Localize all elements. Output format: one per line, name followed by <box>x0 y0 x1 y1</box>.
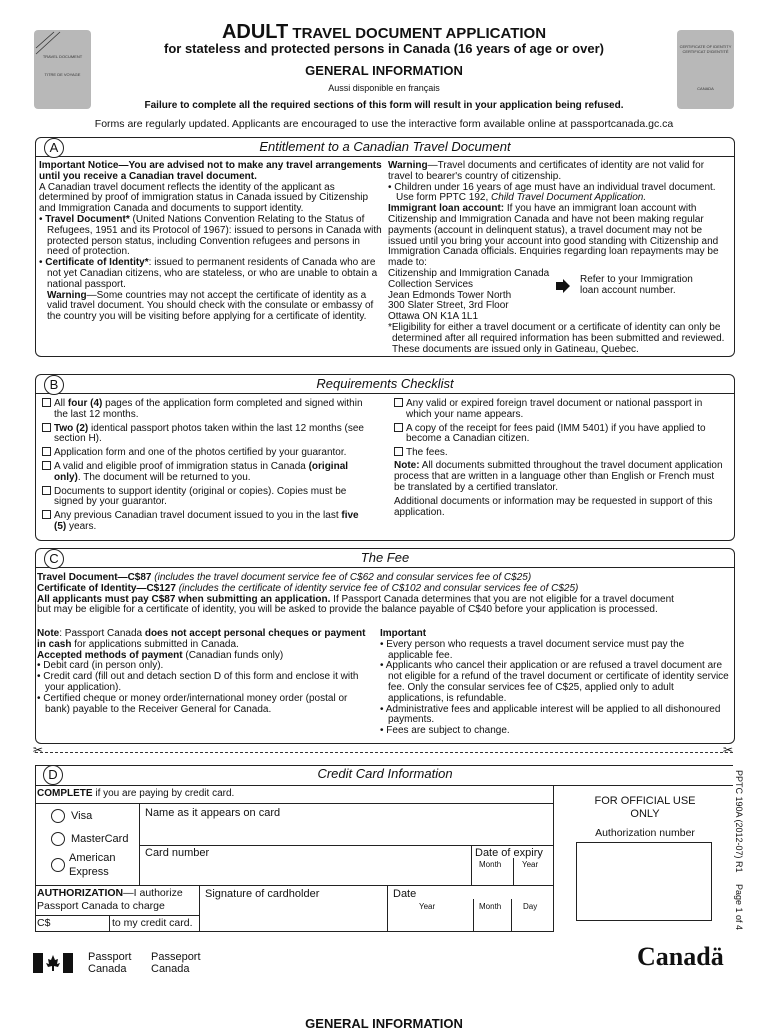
section-d <box>33 765 733 932</box>
checklist-item[interactable] <box>42 486 372 509</box>
address-line: Citizenship and Immigration Canada <box>388 267 550 279</box>
expiry-label: Date of expiry <box>475 847 543 859</box>
translation-note <box>394 461 728 493</box>
payment-method: • Certified cheque or money order/international money order (postal or bank) payable to the Receiver General for Canada. <box>37 692 348 715</box>
checklist-item[interactable] <box>42 423 372 446</box>
authorization-number-label: Authorization number <box>595 827 695 839</box>
fee-detail: If Passport Canada determines that you are not eligible for a travel document but may be eligible for a certificate of identity, you will be asked to provide the balance payable of C$40 before your application is processed. <box>37 593 674 616</box>
title-adult: ADULT <box>221 21 289 43</box>
loan-term: Immigrant loan account: <box>388 203 505 215</box>
refusal-warning: Failure to complete all the required sections of this form will result in your application being refused. <box>144 100 624 111</box>
certificate-warning <box>39 291 382 323</box>
expiry-year: Year <box>522 860 539 869</box>
item-bold: five (5) <box>54 510 359 532</box>
method-text: Debit card (in person only). <box>43 660 164 672</box>
passport-canada-en <box>88 951 131 975</box>
item-text: Administrative fees and applicable interest will be applied to all dishonoured payments. <box>385 703 721 726</box>
auth-term: AUTHORIZATION <box>37 887 124 899</box>
section-a-left <box>39 161 382 323</box>
travel-document-term: Travel Document* <box>45 213 130 225</box>
card-label: MasterCard <box>71 833 129 845</box>
signature-field[interactable] <box>200 902 386 931</box>
warning-desc: —Travel documents and certificates of identity are not valid for travel to bearer's country of citizenship. <box>388 160 705 182</box>
section-letter-b: B <box>44 375 64 395</box>
section-b-header <box>36 375 734 394</box>
passeport-word: Passeport <box>151 951 201 963</box>
forms-updated-notice: Forms are regularly updated. Applicants are encouraged to use the interactive form available online at passportcanada.gc.ca <box>94 118 674 130</box>
title-rest: TRAVEL DOCUMENT APPLICATION <box>292 25 547 42</box>
item-text: Any previous Canadian travel document issued to you in the last <box>54 510 342 522</box>
address-line: 300 Slater Street, 3rd Floor <box>388 300 509 312</box>
payment-method: • Debit card (in person only). <box>37 660 164 672</box>
item-bold: (original only) <box>54 460 349 483</box>
cheque-note <box>37 629 372 651</box>
item-text: Any valid or expired foreign travel document or national passport in which your name appears. <box>406 398 703 420</box>
certificate-desc: : issued to permanent residents of Canada who are not yet Canadian citizens, who are stateless, or who are unable to obtain a national passport. <box>47 257 378 290</box>
item-bold: four (4) <box>67 398 103 409</box>
radio-button[interactable] <box>51 809 65 823</box>
expiry-month: Month <box>479 860 502 869</box>
item-bold: Two (2) <box>54 422 89 434</box>
to-my-card: to my credit card. <box>112 917 193 929</box>
section-a-title: Entitlement to a Canadian Travel Document <box>259 139 511 154</box>
section-b <box>35 374 735 541</box>
item-text: A valid and eligible proof of immigration status in Canada <box>54 460 309 472</box>
name-on-card-label: Name as it appears on card <box>145 807 281 819</box>
checklist-item[interactable] <box>394 423 728 446</box>
all-applicants-fee <box>37 595 677 617</box>
item-text: All <box>54 398 68 409</box>
checkbox[interactable] <box>42 423 51 432</box>
children-text: Children under 16 years of age must have an individual travel document. Use form PPTC 192, <box>394 181 716 204</box>
card-label: American Express <box>69 852 116 878</box>
checklist-item[interactable] <box>42 398 372 421</box>
section-letter-a: A <box>44 138 64 158</box>
warning-term: Warning <box>388 160 428 171</box>
official-use-label: FOR OFFICIAL USE ONLY <box>594 795 696 820</box>
section-c <box>35 548 735 744</box>
note-desc: All documents submitted throughout the travel document application process that are written in a language other than English or French must be translated by a certified translator. <box>394 459 723 493</box>
methods-term: Accepted methods of payment <box>37 649 183 661</box>
general-info-heading: GENERAL INFORMATION <box>305 63 463 78</box>
refer-note: Refer to your Immigration loan account number. <box>580 273 693 296</box>
form-subtitle: for stateless and protected persons in Canada (16 years of age or over) <box>164 41 604 56</box>
important-item: • Administrative fees and applicable interest will be applied to all dishonoured payments. <box>380 703 721 726</box>
name-on-card-field[interactable] <box>140 821 552 844</box>
checklist-item[interactable] <box>42 447 372 459</box>
item-text: . The document will be returned to you. <box>77 471 251 483</box>
date-field[interactable] <box>388 911 552 931</box>
important-heading: Important <box>380 628 427 639</box>
fee-detail: (includes the certificate of identity service fee of C$102 and consular services fee of C$25) <box>175 582 579 594</box>
fee-term: All applicants must pay C$87 when submitting an application. <box>37 593 331 605</box>
item-text: The fees. <box>406 447 448 459</box>
checkbox[interactable] <box>42 510 51 519</box>
passport-canada-fr <box>151 951 201 975</box>
complete-instruction <box>37 788 234 799</box>
intro-text: A Canadian travel document reflects the identity of the applicant as determined by proof of immigration status in Canada issued by Citizenship and Immigration Canada and documents to support identity. <box>39 181 369 215</box>
checkbox[interactable] <box>394 398 403 407</box>
scissors-icon: ✂ <box>33 743 44 757</box>
fee-detail: (includes the travel document service fee of C$62 and consular services fee of C$25) <box>151 572 532 583</box>
thumb-line2: TITRE DE VOYAGE <box>44 72 81 77</box>
arrow-right-icon <box>556 279 570 293</box>
radio-button[interactable] <box>51 858 65 872</box>
scissors-icon: ✂ <box>723 743 734 757</box>
checklist-item[interactable] <box>42 510 372 533</box>
travel-document-desc: (United Nations Convention Relating to the Status of Refugees, 1951 and its Protocol of 1967): issued to persons in Canada with protected person status, including Convention refugees and persons in need of protection. <box>47 213 382 258</box>
section-a-header <box>36 138 734 157</box>
method-text: Credit card (fill out and detach section D of this form and enclose it with your application). <box>43 671 359 693</box>
card-number-field[interactable] <box>140 861 470 884</box>
fee-term: Travel Document—C$87 <box>37 572 152 583</box>
canada-flag-icon <box>33 953 73 973</box>
certificate-term: Certificate of Identity* <box>45 257 149 269</box>
next-page-heading: GENERAL INFORMATION <box>305 1016 463 1031</box>
thumb-line1: TRAVEL DOCUMENT <box>42 54 83 59</box>
payment-methods <box>37 629 372 715</box>
checkbox[interactable] <box>394 423 403 432</box>
note-bold: does not accept personal cheques or payment in cash <box>37 628 366 650</box>
section-c-header <box>36 549 734 568</box>
checklist-item[interactable] <box>42 461 372 484</box>
section-letter-c: C <box>44 549 64 569</box>
checklist-item[interactable] <box>394 398 728 421</box>
note-text: for applications submitted in Canada. <box>71 638 239 650</box>
item-text: Documents to support identity (original or copies). Copies must be signed by your guarantor. <box>54 485 347 508</box>
amount-currency: C$ <box>37 917 51 929</box>
section-a <box>35 137 735 357</box>
checkbox[interactable] <box>42 447 51 456</box>
thumb-line1: CERTIFICATE OF IDENTITY <box>679 44 732 49</box>
important-item: • Every person who requests a travel document service must pay the applicable fee. <box>380 638 685 661</box>
warning-term: Warning <box>47 289 87 301</box>
authorization-text <box>37 887 197 913</box>
method-text: Certified cheque or money order/international money order (postal or bank) payable to the Receiver General for Canada. <box>43 692 348 715</box>
warning-desc: —Some countries may not accept the certificate of identity as a valid travel document. You should check with the consulate or embassy of the country you will be visiting before applying for a certificate of identity. <box>47 289 374 323</box>
thumb-line2: CERTIFICAT D'IDENTITÉ <box>682 49 729 54</box>
checkbox[interactable] <box>42 461 51 470</box>
french-note: Aussi disponible en français <box>328 83 440 93</box>
item-text: A copy of the receipt for fees paid (IMM 5401) if you have applied to become a Canadian citizen. <box>406 422 706 445</box>
card-visa[interactable] <box>51 809 92 823</box>
eligibility-note: *Eligibility for either a travel document or a certificate of identity can only be determined after all required information has been submitted and reviewed. These documents are issued only in Gatineau, Quebec. <box>388 321 725 355</box>
address-block <box>388 269 730 323</box>
date-month: Month <box>479 902 502 911</box>
checklist-left <box>42 398 372 535</box>
radio-button[interactable] <box>51 832 65 846</box>
child-form-name: Child Travel Document Application. <box>491 192 647 204</box>
note-term: Note <box>37 628 60 639</box>
complete-text: if you are paying by credit card. <box>92 788 235 799</box>
important-notice: Important Notice—You are advised not to make any travel arrangements until you receive a Canadian travel document. <box>39 160 382 182</box>
item-text: pages of the application form completed and signed within the last 12 months. <box>54 398 363 420</box>
important-item: • Fees are subject to change. <box>380 725 510 737</box>
date-day: Day <box>523 902 538 911</box>
canada-word: Canada <box>151 963 190 975</box>
additional-note: Additional documents or information may be requested in support of this application. <box>394 496 713 519</box>
canada-wordmark: Canadä <box>637 942 724 971</box>
address-line: Jean Edmonds Tower North <box>388 289 512 301</box>
loan-account <box>388 204 730 269</box>
checklist-item[interactable] <box>394 447 728 459</box>
important-item: • Applicants who cancel their application or are refused a travel document are not eligible for a refund of the travel document or certificate of identity service fee. Only the consular services fee of C$25, applied only to adult applications, is refundable. <box>380 660 729 704</box>
date-year: Year <box>419 902 436 911</box>
canada-word: Canada <box>88 963 127 975</box>
loan-desc: If you have an immigrant loan account with Citizenship and Immigration Canada and have not been making regular payments (account in delinquent status), a travel document may not be issued until you bring your account into good standing with Citizenship and Immigration Canada officials. Enquiries regarding loan repayments may be made to: <box>388 203 719 269</box>
methods-text: (Canadian funds only) <box>182 649 284 661</box>
item-text: Every person who requests a travel document service must pay the applicable fee. <box>386 638 685 661</box>
authorization-number-box[interactable] <box>576 842 712 921</box>
address-line: Ottawa ON K1A 1L1 <box>388 311 479 323</box>
item-text: Fees are subject to change. <box>386 725 510 737</box>
item-text: years. <box>66 520 97 532</box>
fee-term: Certificate of Identity—C$127 <box>37 582 176 594</box>
payment-method: • Credit card (fill out and detach section D of this form and enclose it with your application). <box>37 671 359 693</box>
thumb-line3: CANADA <box>697 86 714 91</box>
checkbox[interactable] <box>42 486 51 495</box>
checklist-right <box>394 398 728 519</box>
date-label: Date <box>393 888 417 900</box>
fee-summary <box>37 573 731 616</box>
section-b-title: Requirements Checklist <box>316 376 454 391</box>
amount-field[interactable] <box>55 916 108 931</box>
card-mastercard[interactable] <box>51 832 128 846</box>
item-text: Applicants who cancel their application or are refused a travel document are not eligible for a refund of the travel document or certificate of identity service fee. Only the consular services fee of C$25, applied only to adult applications, is refundable. <box>385 660 729 704</box>
auth-desc: —I authorize Passport Canada to charge <box>37 887 183 912</box>
address-line: Collection Services <box>388 278 474 290</box>
important-list <box>380 629 730 737</box>
validity-warning <box>388 161 730 183</box>
note-text: : Passport Canada <box>59 628 145 639</box>
note-term: Note: <box>394 459 420 471</box>
complete-term: COMPLETE <box>37 788 93 799</box>
item-text: identical passport photos taken within the last 12 months (see section H). <box>54 422 364 445</box>
checkbox[interactable] <box>394 447 403 456</box>
item-text: Application form and one of the photos certified by your guarantor. <box>54 447 347 459</box>
cut-line <box>35 752 733 753</box>
card-label: Visa <box>71 810 93 822</box>
card-number-label: Card number <box>145 847 210 859</box>
section-c-title: The Fee <box>360 550 410 565</box>
passport-word: Passport <box>88 951 132 963</box>
certificate-bullet: • Certificate of Identity*: issued to permanent residents of Canada who are not yet Canadian citizens, who are stateless, or who are unable to obtain a national passport. <box>39 257 378 290</box>
checkbox[interactable] <box>42 398 51 407</box>
travel-document-bullet: • Travel Document* (United Nations Convention Relating to the Status of Refugees, 1951 and its Protocol of 1967): issued to persons in Canada with protected person status, including Convention refugees and persons in need of protection. <box>39 213 382 258</box>
section-d-title: Credit Card Information <box>317 766 453 781</box>
section-a-right <box>388 161 730 355</box>
section-letter-d: D <box>43 765 63 785</box>
children-bullet: • Children under 16 years of age must have an individual travel document. Use form PPTC 192, Child Travel Document Application. <box>388 181 716 204</box>
signature-label: Signature of cardholder <box>205 888 320 900</box>
